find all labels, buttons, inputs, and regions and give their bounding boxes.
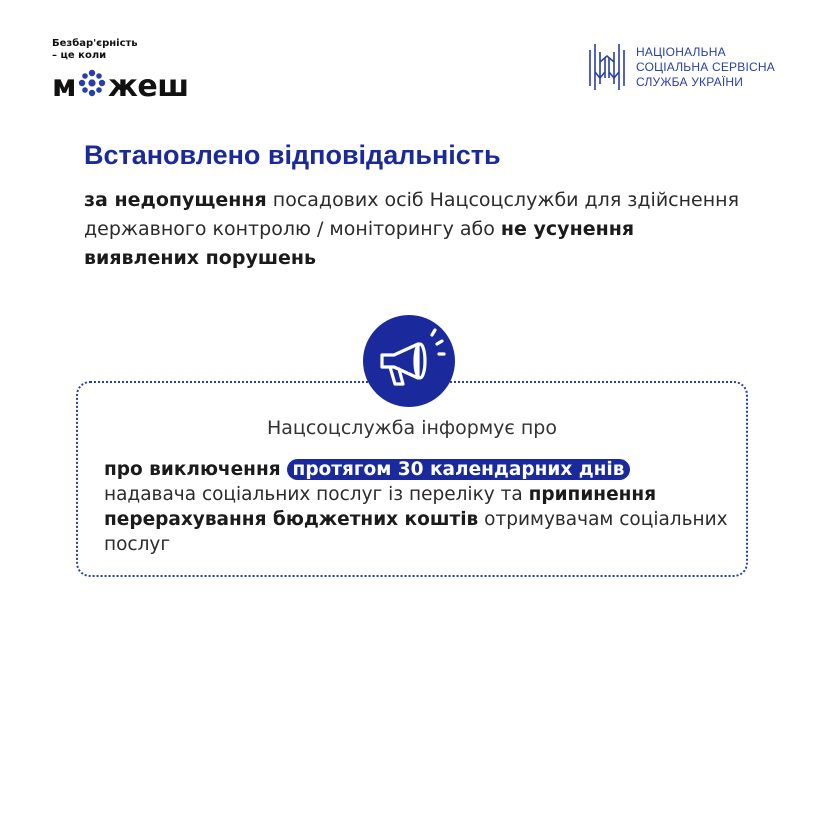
lead-paragraph — [84, 186, 744, 273]
brand-word-rest: жеш — [108, 68, 189, 104]
brand-wordmark — [52, 68, 189, 105]
card-bold-1: про виключення — [104, 459, 281, 480]
agency-logo — [586, 38, 775, 96]
info-card — [76, 381, 748, 577]
card-bold-2: припинення перерахування бюджетних коштів — [104, 484, 657, 530]
card-text-2: отримувачам соціальних послуг — [104, 509, 728, 555]
brand-logo — [52, 38, 189, 105]
card-text-1: надавача соціальних послуг із переліку та — [104, 484, 529, 505]
megaphone-icon — [362, 314, 456, 408]
lead-text-1: посадових осіб Нацсоцслужби для здійснення державного контролю / моніторингу або — [84, 189, 739, 240]
agency-name — [636, 45, 775, 90]
agency-name-line2: СОЦІАЛЬНА СЕРВІСНА — [636, 59, 775, 74]
agency-emblem-icon — [586, 38, 628, 96]
agency-name-line1: НАЦІОНАЛЬНА — [636, 44, 726, 59]
card-body — [104, 457, 734, 557]
lead-bold-2: не усунення виявлених порушень — [84, 218, 635, 269]
brand-word-first: м — [52, 68, 77, 104]
brand-tagline-line1: Безбар'єрність — [52, 38, 138, 49]
brand-tagline — [52, 38, 189, 62]
card-title: Нацсоцслужба інформує про — [266, 417, 557, 439]
brand-tagline-line2: – це коли — [52, 50, 107, 61]
agency-name-line3: СЛУЖБА УКРАЇНИ — [636, 74, 744, 89]
dots-o-icon — [77, 68, 107, 105]
lead-bold-1: за недопущення — [84, 189, 267, 211]
highlight-badge: протягом 30 календарних днів — [287, 459, 631, 480]
page-title: Встановлено відповідальність — [84, 140, 501, 170]
